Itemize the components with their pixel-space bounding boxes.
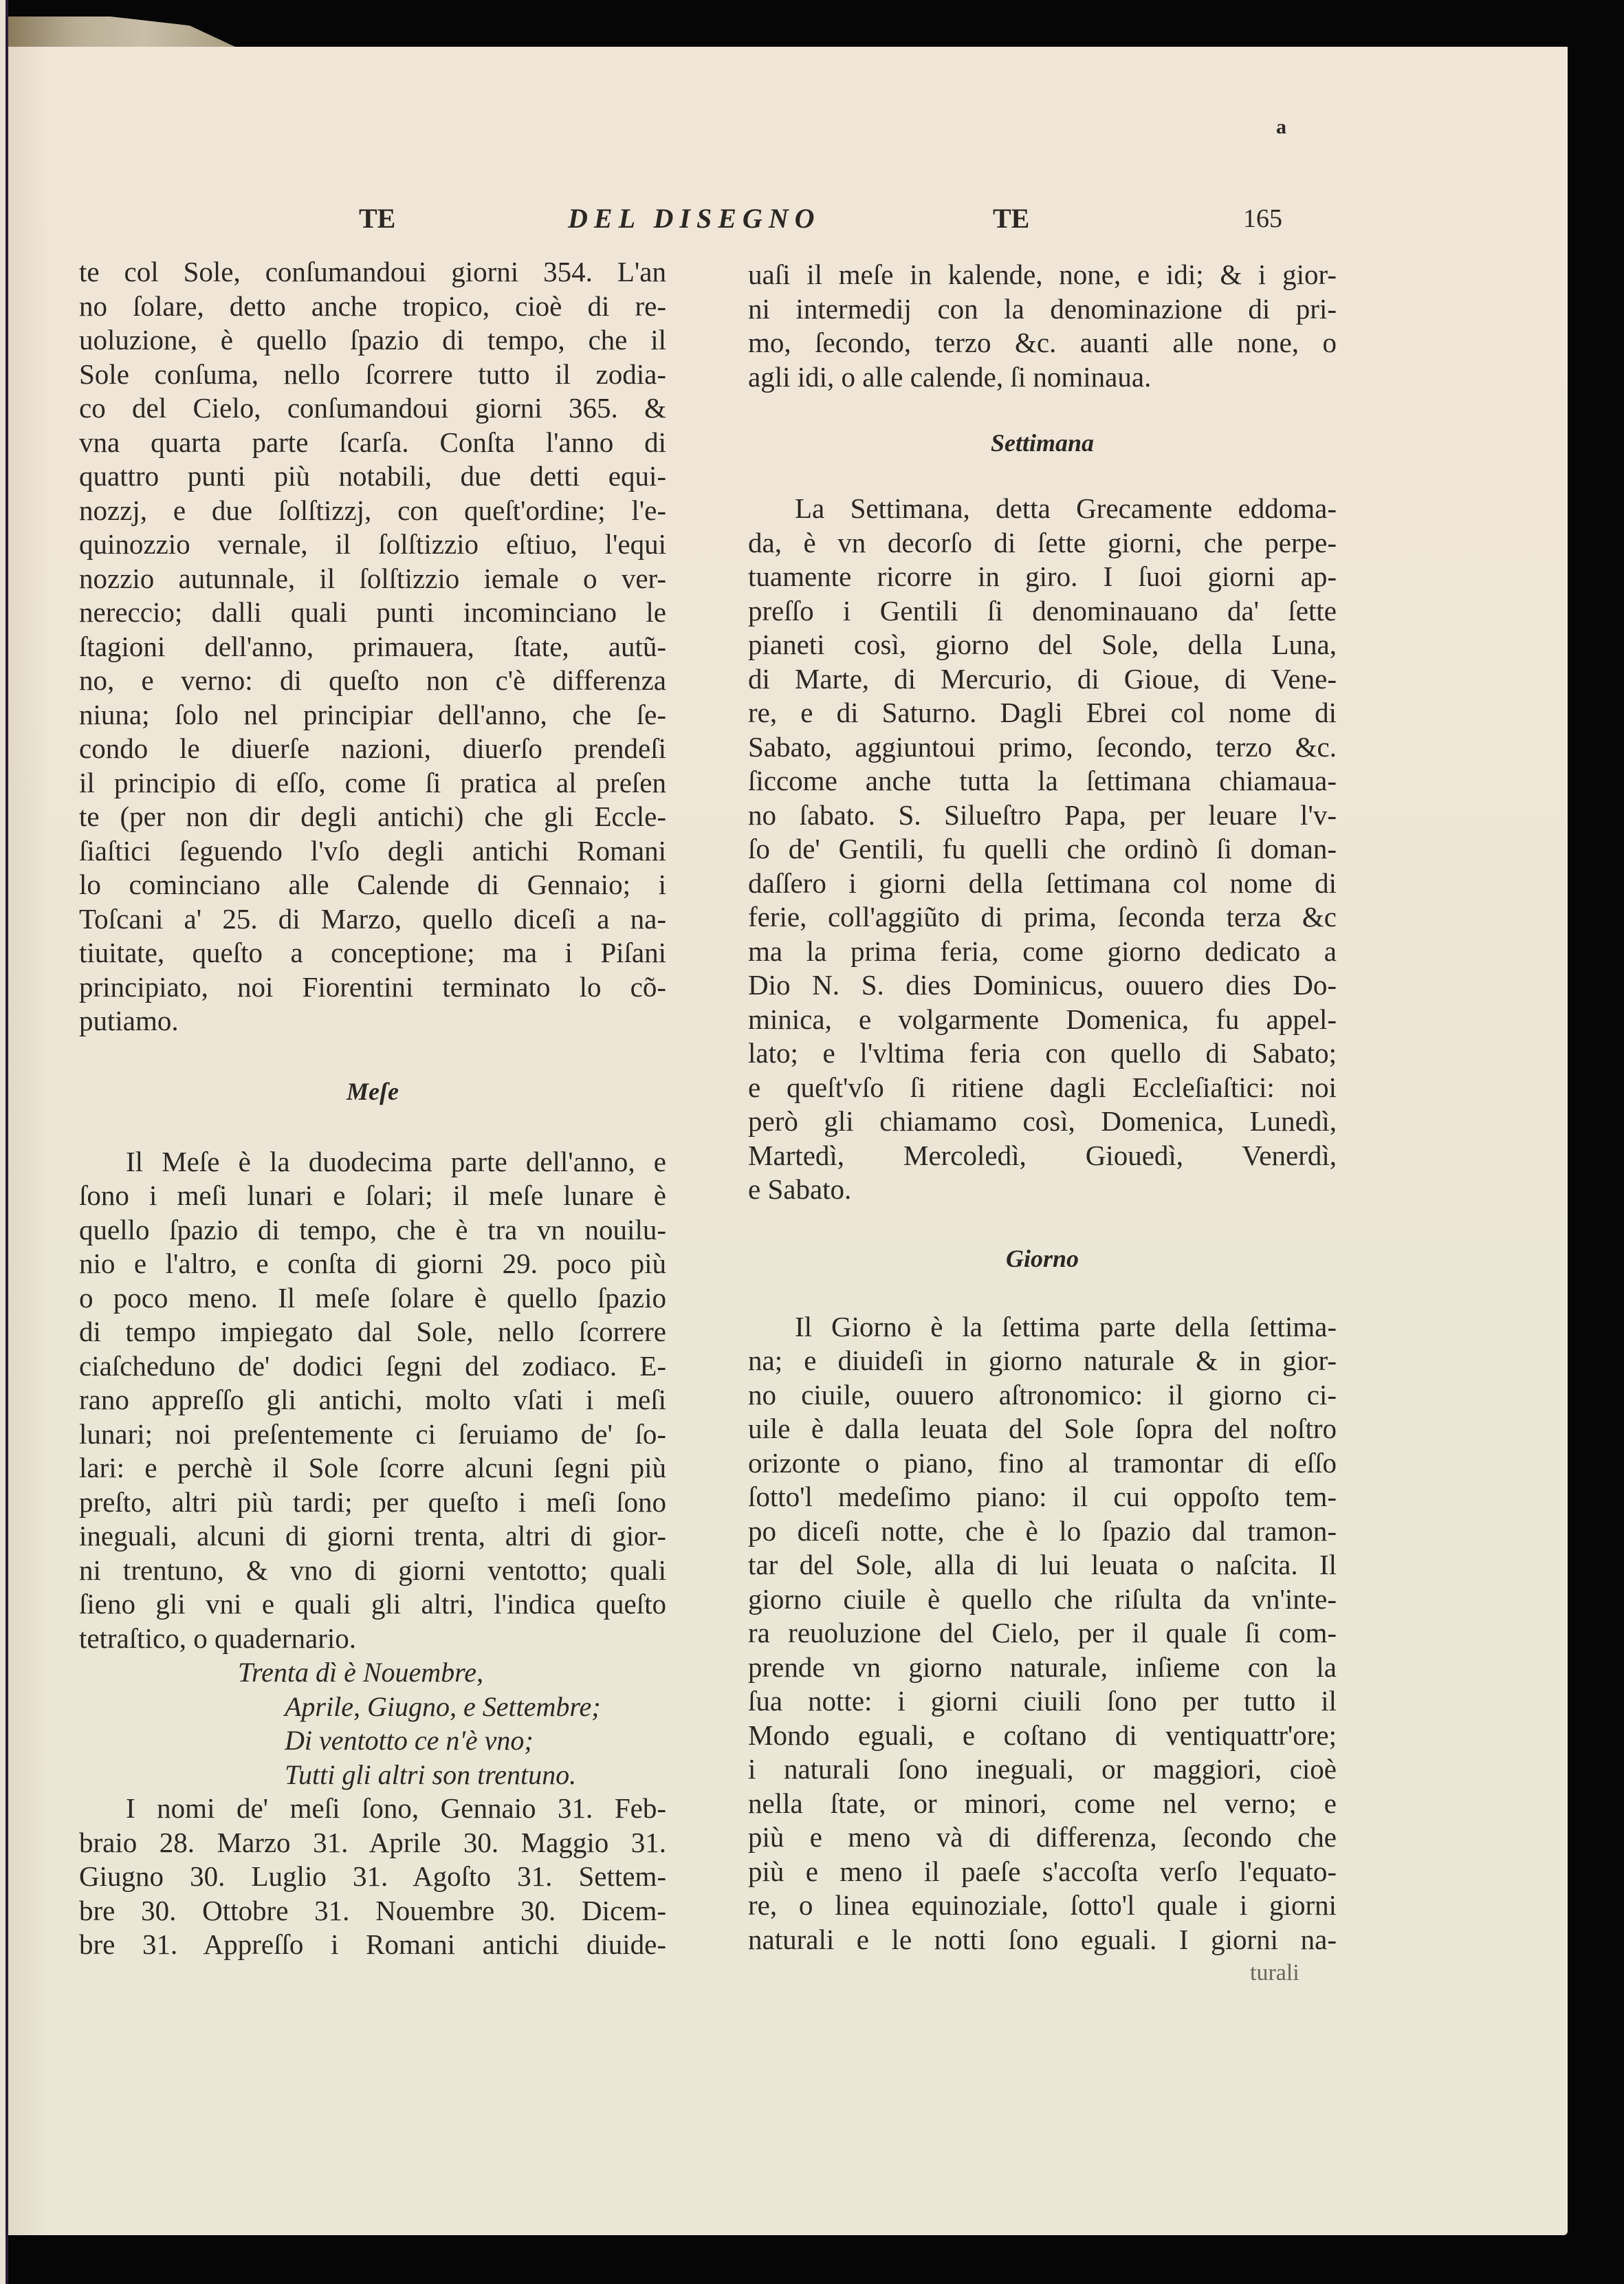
text-line: giorno ciuile è quello che riſulta da vn'inte- [748,1583,1337,1615]
text-line: Toſcani a' 25. di Marzo, quello diceſi a na- [79,902,666,935]
text-line: quattro punti più notabili, due detti equi- [79,460,666,492]
text-line: ni trentuno, & vno di giorni ventotto; quali [79,1554,666,1586]
text-line: co del Cielo, conſumandoui giorni 365. & [79,392,666,424]
text-line: e queſt'vſo ſi ritiene dagli Eccleſiaſtici: noi [748,1071,1337,1103]
text-line: ſotto'l medeſimo piano: il cui oppoſto tem- [748,1481,1337,1512]
text-line: rano appreſſo gli antichi, molto vſati i meſi [79,1384,666,1415]
text-line: prende vn giorno naturale, inſieme con la [748,1651,1337,1683]
text-line: lo cominciano alle Calende di Gennaio; i [79,869,666,900]
text-line: ciaſcheduno de' dodici ſegni del zodiaco. E- [79,1349,666,1382]
text-line: ineguali, alcuni di giorni trenta, altri di gior- [79,1520,666,1552]
text-line: uaſi il meſe in kalende, none, e idi; & i gior- [748,259,1337,290]
text-line: però gli chiamamo così, Domenica, Lunedì, [748,1105,1337,1137]
text-line: quello ſpazio di tempo, che è tra vn nouilu- [79,1213,666,1246]
text-line: Giugno 30. Luglio 31. Agoſto 31. Settem- [79,1860,666,1892]
text-line: principiato, noi Fiorentini terminato lo cõ- [79,970,666,1003]
text-line: po diceſi notte, che è lo ſpazio dal tramon- [748,1514,1337,1547]
text-line: re, o linea equinoziale, ſotto'l quale i giorni [748,1889,1337,1921]
text-line: ſiaſtici ſeguendo l'vſo degli antichi Romani [79,834,666,867]
text-line: ſua notte: i giorni ciuili ſono per tutto il [748,1685,1337,1717]
text-line: preſto, altri più tardi; per queſto i meſi ſono [79,1486,666,1518]
text-line: i naturali ſono ineguali, or maggiori, cioè [748,1753,1337,1785]
text-line: ſono i meſi lunari e ſolari; il meſe lunare è [79,1179,666,1211]
text-line: nereccio; dalli quali punti incominciano le [79,596,666,628]
text-line: no ſolare, detto anche tropico, cioè di re- [79,290,666,322]
text-line: preſſo i Gentili ſi denominauano da' ſette [748,594,1337,627]
poem-line: Di ventotto ce n'è vno; [285,1725,534,1756]
text-line: no ſabato. S. Silueſtro Papa, per leuare l'v- [748,798,1337,831]
text-line: tetraſtico, o quadernario. [79,1622,356,1654]
text-line: re, e di Saturno. Dagli Ebrei col nome di [748,697,1337,728]
text-line: condo le diuerſe nazioni, diuerſo prendeſi [79,732,666,764]
text-line: vna quarta parte ſcarſa. Conſta l'anno di [79,426,666,458]
right-column [748,258,1337,1957]
text-line: Il Giorno è la ſettima parte della ſettima- [795,1310,1337,1342]
text-line: tar del Sole, alla di lui leuata o naſcita. Il [748,1549,1337,1580]
page-number: 165 [1243,204,1282,233]
text-line: te col Sole, conſumandoui giorni 354. L'an [79,256,666,287]
poem-line: Trenta dì è Nouembre, [238,1657,484,1688]
text-line: Sole conſuma, nello ſcorrere tutto il zodia- [79,358,666,390]
text-line: daſſero i giorni della ſettimana col nome di [748,867,1337,899]
text-line: no, e verno: di queſto non c'è differenza [79,664,666,696]
text-line: uoluzione, è quello ſpazio di tempo, che il [79,324,666,356]
text-line: da, è vn decorſo di ſette giorni, che perpe- [748,526,1337,558]
text-line: di Marte, di Mercurio, di Gioue, di Vene- [748,662,1337,695]
text-line: mo, ſecondo, terzo &c. auanti alle none, o [748,327,1337,358]
text-line: na; e diuideſi in giorno naturale & in gior- [748,1345,1337,1376]
section-heading-mese: Meſe [347,1077,399,1105]
paragraph-mese [79,1145,666,1656]
text-line: Martedì, Mercoledì, Giouedì, Venerdì, [748,1139,1337,1171]
paragraph-nomi [79,1792,666,1962]
text-line: tuamente ricorre in giro. I ſuoi giorni ap- [748,561,1337,592]
text-line: lunari; noi preſentemente ci ſeruiamo de' ſo- [79,1417,666,1450]
text-line: nozzj, e due ſolſtizzj, con queſt'ordine; l'e- [79,494,666,526]
running-head-title: DEL DISEGNO [568,203,821,234]
text-line: bre 30. Ottobre 31. Nouembre 30. Dicem- [79,1894,666,1926]
text-line: I nomi de' meſi ſono, Gennaio 31. Feb- [126,1792,666,1824]
text-line: lato; e l'vltima feria con quello di Sabato; [748,1037,1337,1069]
text-line: ra reuoluzione del Cielo, per il quale ſi com- [748,1617,1337,1649]
text-line: nozzio autunnale, il ſolſtizzio iemale o ver- [79,562,666,594]
text-line: ſiccome anche tutta la ſettimana chiamaua- [748,765,1337,796]
text-line: orizonte o piano, fino al tramontar di eſſo [748,1446,1337,1479]
text-line: Sabato, aggiuntoui primo, ſecondo, terzo &c. [748,730,1337,763]
signature-mark: a [1276,116,1286,138]
text-line: e Sabato. [748,1173,852,1205]
text-line: di tempo impiegato dal Sole, nello ſcorrere [79,1316,666,1347]
paragraph-settimana [748,492,1337,1207]
text-line: te (per non dir degli antichi) che gli Eccle- [79,801,666,832]
text-line: ma la prima feria, come giorno dedicato a [748,935,1337,967]
text-line: ſieno gli vni e quali gli altri, l'indica queſto [79,1588,666,1620]
text-line: putiamo. [79,1005,179,1036]
text-line: più e meno và di differenza, ſecondo che [748,1821,1337,1853]
section-heading-giorno: Giorno [1005,1244,1079,1272]
text-line: Il Meſe è la duodecima parte dell'anno, e [126,1145,666,1177]
text-line: Dio N. S. dies Dominicus, ouuero dies Do- [748,969,1337,1001]
text-line: il principio di eſſo, come ſi pratica al preſen [79,766,666,798]
book-edge [8,17,235,47]
text-line: pianeti così, giorno del Sole, della Luna, [748,629,1337,660]
text-line: uile è dalla leuata del Sole ſopra del noſtro [748,1413,1337,1444]
poem-line: Tutti gli altri son trentuno. [285,1759,577,1790]
running-head-left: TE [359,203,396,234]
text-line: lari: e perchè il Sole ſcorre alcuni ſegni più [79,1452,666,1483]
text-line: Mondo eguali, e coſtano di ventiquattr'ore; [748,1719,1337,1751]
text-line: più e meno il paeſe s'accoſta verſo l'equato- [748,1855,1337,1887]
left-column [79,255,666,1962]
text-line: no ciuile, ouuero aſtronomico: il giorno ci- [748,1378,1337,1411]
text-line: niuna; ſolo nel principiar dell'anno, che ſe- [79,698,666,730]
poem-line: Aprile, Giugno, e Settembre; [285,1690,601,1722]
section-heading-settimana: Settimana [990,429,1095,457]
text-line: nio e l'altro, e conſta di giorni 29. poco più [79,1248,666,1279]
text-line: La Settimana, detta Grecamente eddoma- [795,492,1337,524]
text-line: ferie, coll'aggiũto di prima, ſeconda terza &c [748,901,1337,933]
text-line: naturali e le notti ſono eguali. I giorni na- [748,1923,1337,1955]
text-line: quinozzio vernale, il ſolſtizzio eſtiuo, l'equi [79,528,666,560]
scan-left-strip [0,0,6,2284]
text-line: ſo de' Gentili, fu quelli che ordinò ſi doman- [748,833,1337,864]
text-line: nella ſtate, or minori, come nel verno; e [748,1787,1337,1819]
paragraph-anno [79,255,666,1038]
text-line: braio 28. Marzo 31. Aprile 30. Maggio 31. [79,1826,666,1858]
paragraph-continuation [748,258,1337,394]
text-line: ni intermedij con la denominazione di pri- [748,292,1337,325]
paragraph-giorno [748,1310,1337,1957]
running-head-right: TE [993,203,1030,234]
text-line: minica, e volgarmente Domenica, fu appel- [748,1003,1337,1035]
text-line: ſtagioni dell'anno, primauera, ſtate, autũ- [79,630,666,662]
catchword: turali [1250,1960,1299,1986]
text-line: o poco meno. Il meſe ſolare è quello ſpazio [79,1281,666,1314]
poem-tetrastico [79,1655,666,1792]
text-line: tiuitate, queſto a conceptione; ma i Piſani [79,937,666,968]
text-line: bre 31. Appreſſo i Romani antichi diuide- [79,1928,666,1960]
text-line: agli idi, o alle calende, ſi nominaua. [748,360,1152,393]
